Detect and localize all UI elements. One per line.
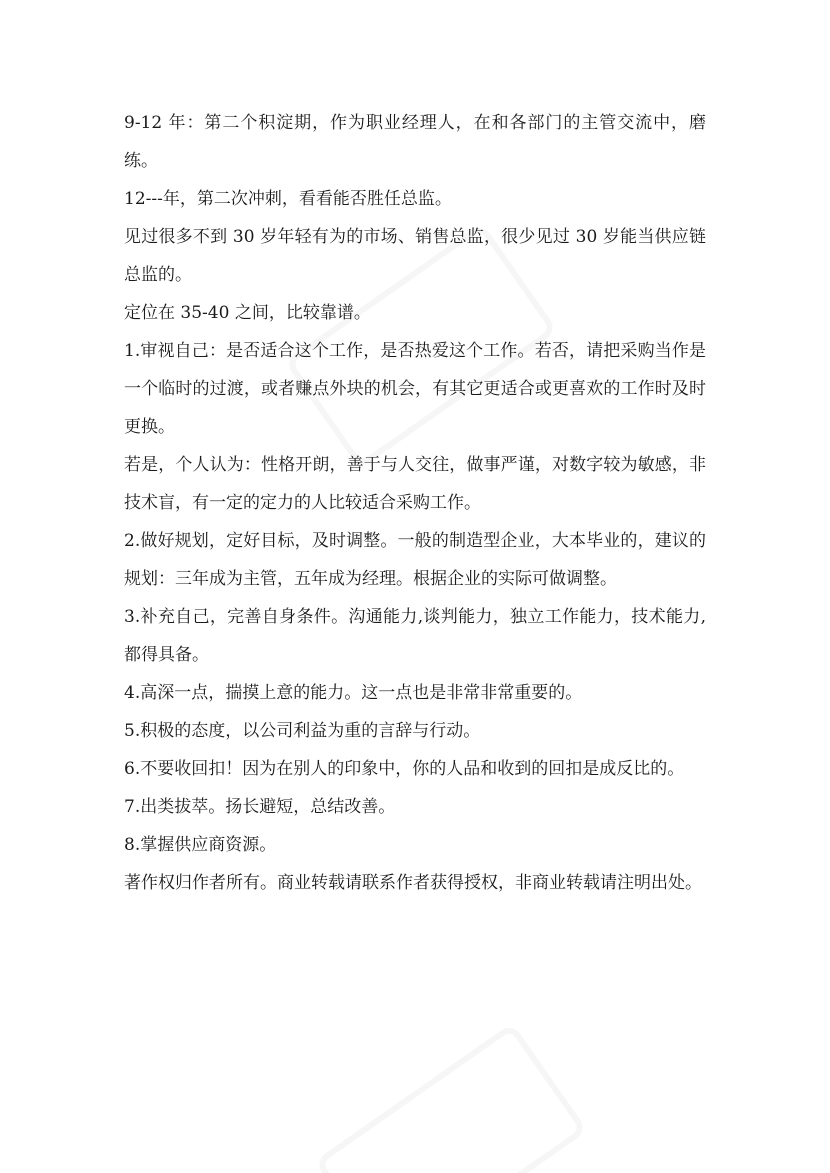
paragraph: 8.掌握供应商资源。 (124, 835, 277, 855)
document-body (124, 104, 706, 902)
paragraph: 6.不要收回扣！因为在别人的印象中，你的人品和收到的回扣是成反比的。 (124, 759, 685, 779)
paragraph: 定位在 35-40 之间，比较靠谱。 (124, 303, 371, 323)
paragraph: 1.审视自己：是否适合这个工作，是否热爱这个工作。若否，请把采购当作是一个临时的过渡，或者赚点外块的机会，有其它更适合或更喜欢的工作时及时更换。 (124, 341, 706, 437)
paragraph: 4.高深一点，揣摸上意的能力。这一点也是非常非常重要的。 (124, 683, 583, 703)
paragraph: 7.出类拔萃。扬长避短，总结改善。 (124, 797, 396, 817)
watermark-stamp (314, 1023, 588, 1173)
paragraph: 5.积极的态度，以公司利益为重的言辞与行动。 (124, 721, 481, 741)
paragraph: 见过很多不到 30 岁年轻有为的市场、销售总监，很少见过 30 岁能当供应链总监的。 (124, 227, 706, 285)
paragraph: 12---年，第二次冲刺，看看能否胜任总监。 (124, 189, 452, 209)
paragraph: 3.补充自己，完善自身条件。沟通能力,谈判能力，独立工作能力，技术能力,都得具备。 (124, 607, 706, 665)
copyright-notice: 著作权归作者所有。商业转载请联系作者获得授权，非商业转载请注明出处。 (124, 873, 702, 893)
paragraph: 若是，个人认为：性格开朗，善于与人交往，做事严谨，对数字较为敏感，非技术盲，有一定的定力的人比较适合采购工作。 (124, 455, 706, 513)
paragraph: 9-12 年：第二个积淀期，作为职业经理人，在和各部门的主管交流中，磨练。 (124, 113, 706, 171)
paragraph: 2.做好规划，定好目标，及时调整。一般的制造型企业，大本毕业的，建议的规划：三年成为主管，五年成为经理。根据企业的实际可做调整。 (124, 531, 706, 589)
